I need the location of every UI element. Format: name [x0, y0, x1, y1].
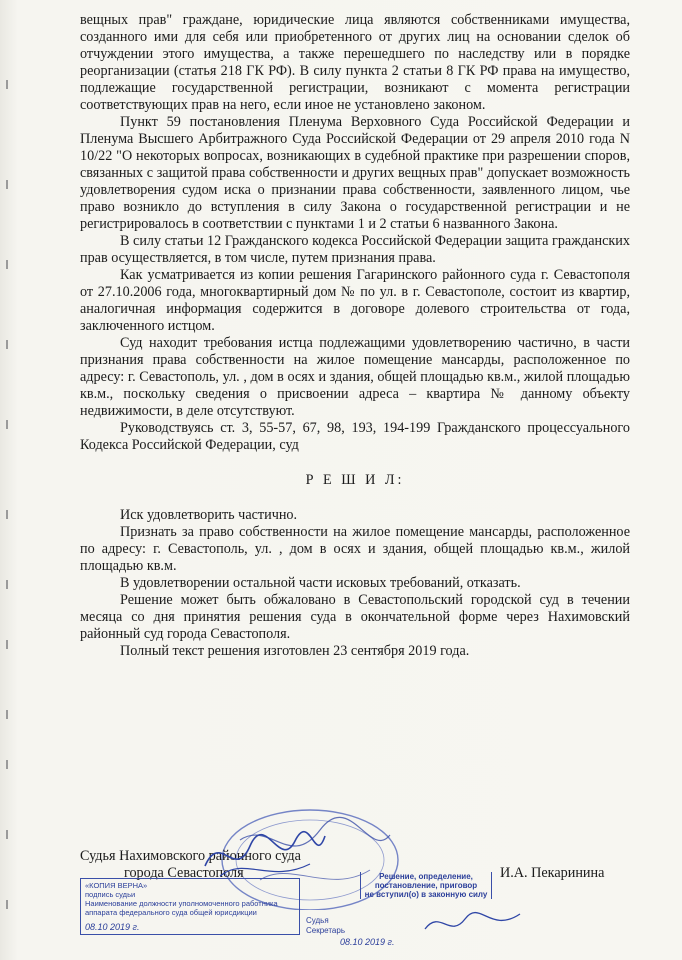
resolution-heading: Р Е Ш И Л:: [305, 472, 405, 488]
paragraph-deny-rest: В удовлетворении остальной части исковых требований, отказать.: [120, 575, 521, 591]
judge-court-city: города Севастополя: [124, 865, 244, 881]
validity-stamp-secretary: Секретарь: [306, 926, 345, 935]
paragraph-appeal: Решение может быть обжаловано в Севастопольский городской суд в течении месяца со дня принятия решения суда в окончательной форме через Нахимовский районный суд города Севастополя.: [80, 592, 630, 642]
validity-stamp-date: 08.10 2019 г.: [340, 937, 395, 947]
paragraph-full-text: Полный текст решения изготовлен 23 сентября 2019 года.: [120, 643, 470, 659]
secretary-signature: [420, 904, 530, 944]
copy-stamp-date: 08.10 2019 г.: [85, 922, 140, 932]
judge-title: Судья Нахимовского районного суда: [80, 848, 301, 864]
validity-stamp-judge: Судья: [306, 916, 329, 925]
copy-stamp-line3: Наименование должности уполномоченного работника: [85, 899, 278, 908]
paragraph-gk12: В силу статьи 12 Гражданского кодекса Российской Федерации защита гражданских прав осуществляется, в том числе, путем признания права.: [80, 233, 630, 266]
judge-name: И.А. Пекаринина: [500, 865, 605, 881]
validity-stamp-line1: Решение, определение,: [379, 872, 473, 881]
paragraph-continuation: вещных прав" граждане, юридические лица являются собственниками имущества, созданного ими для себя или приобретенного от других лиц на основании сделок об отчуждении этого имущества, а также перешедшего по наследству или в порядке реорганизации (статья 218 ГК РФ). В силу пункта 2 статьи 8 ГК РФ права на имущество, подлежащие государственной регистрации, возникают с момента регистрации соответствующих прав на него, если иное не установлено законом.: [80, 12, 630, 113]
validity-stamp-line2: постановление, приговор: [374, 881, 478, 890]
paragraph-guided-by: Руководствуясь ст. 3, 55-57, 67, 98, 193, 194-199 Гражданского процессуального Кодекса Российской Федерации, суд: [80, 420, 630, 453]
validity-stamp-line3: не вступил(о) в законную силу: [364, 890, 488, 899]
document-body: [80, 12, 630, 660]
copy-stamp-line4: аппарата федерального суда общей юрисдикции: [85, 908, 257, 917]
paragraph-plenum: Пункт 59 постановления Пленума Верховного Суда Российской Федерации и Пленума Высшего Арбитражного Суда Российской Федерации от 29 апреля 2010 года N 10/22 "О некоторых вопросах, возникающих в судебной практике при разрешении споров, связанных с защитой права собственности и других вещных прав" допускает возможность удовлетворения судом иска о признании права собственности, заявленного лицом, чье право возникло до вступления в силу Закона о государственной регистрации и не регистрировалось в соответствии с пунктами 1 и 2 статьи 6 названного Закона.: [80, 114, 630, 232]
paragraph-claim-partial: Иск удовлетворить частично.: [120, 507, 298, 523]
copy-stamp: [80, 878, 302, 952]
binding-edge-marks: [6, 40, 12, 940]
copy-stamp-line2: подпись судьи: [85, 890, 136, 899]
paragraph-recognize: Признать за право собственности на жилое помещение мансарды, расположенное по адресу: г. Севастополь, ул. , дом в осях и здания, общей площадью кв.м., жилой площадью кв.м.: [80, 524, 630, 574]
paragraph-court-finds: Суд находит требования истца подлежащими удовлетворению частично, в части признания права собственности на жилое помещение мансарды, расположенное по адресу: г. Севастополь, ул. , дом в осях и здания, общей площадью кв.м., жилой площадью кв.м., поскольку сведения о присвоении адреса – квартира № данному объекту недвижимости, в деле отсутствуют.: [80, 335, 630, 419]
copy-stamp-line1: «КОПИЯ ВЕРНА»: [85, 881, 148, 890]
paragraph-decision-copy: Как усматривается из копии решения Гагаринского районного суда г. Севастополя от 27.10.2006 года, многоквартирный дом № по ул. в г. Севастополе, состоит из квартир, аналогичная информация содержится в договоре долевого строительства от года, заключенного истцом.: [80, 267, 630, 334]
